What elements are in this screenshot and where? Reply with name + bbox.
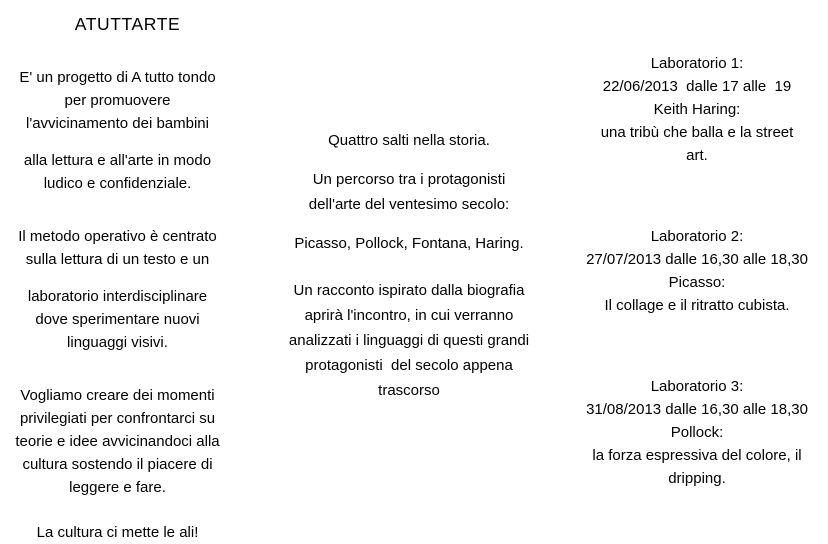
lab-1-heading — [566, 52, 828, 75]
reading-art-line-2: ludico e confidenziale. — [43, 175, 192, 192]
lab-3-schedule-text: 31/08/2013 dalle 16,30 alle 18,30 — [586, 401, 808, 418]
goals-line-3: teorie e idee avvicinandoci alla — [15, 433, 220, 450]
method-paragraph — [4, 225, 231, 271]
programme-subtitle-line-1: Un percorso tra i protagonisti — [312, 171, 506, 188]
slogan-paragraph — [4, 521, 231, 544]
spacer — [264, 256, 554, 278]
lab-2-schedule-text: 27/07/2013 dalle 16,30 alle 18,30 — [586, 251, 808, 268]
lab-1-details — [566, 98, 828, 167]
page-title: ATUTTARTE — [74, 14, 181, 34]
intro-line-2: per promuovere — [64, 92, 171, 109]
right-workshops-column — [566, 52, 828, 490]
lab-3-heading — [566, 375, 828, 398]
spacer — [566, 167, 828, 225]
spacer — [4, 499, 231, 521]
intro-line-3: l'avvicinamento dei bambini — [26, 115, 209, 132]
lab-3-details — [566, 421, 828, 490]
workshop-line-2: dove sperimentare nuovi — [35, 311, 200, 328]
lab-1-description-line-2: art. — [686, 147, 708, 164]
lab-2-description-line-1: Il collage e il ritratto cubista. — [604, 297, 790, 314]
middle-text-column — [264, 128, 554, 403]
lab-3-heading-text: Laboratorio 3: — [650, 378, 744, 395]
left-text-column — [0, 66, 235, 544]
method-line-1: Il metodo operativo è centrato — [18, 228, 217, 245]
goals-line-4: cultura sostendo il piacere di — [22, 456, 213, 473]
goals-line-2: privilegiati per confrontarci su — [19, 410, 216, 427]
lab-3-artist: Pollock: — [670, 424, 724, 441]
spacer — [566, 317, 828, 375]
lab-3-description-line-1: la forza espressiva del colore, il — [592, 447, 802, 464]
workshop-paragraph — [4, 285, 231, 354]
workshop-line-3: linguaggi visivi. — [67, 334, 168, 351]
programme-subtitle-line-2: dell'arte del ventesimo secolo: — [308, 196, 510, 213]
lab-1-artist: Keith Haring: — [653, 101, 741, 118]
spacer — [264, 153, 554, 167]
narrative-line-2: aprirà l'incontro, in cui verranno — [304, 307, 514, 324]
lab-2-schedule — [566, 248, 828, 271]
goals-paragraph — [4, 384, 231, 499]
narrative-line-3: analizzati i linguaggi di questi grandi — [288, 332, 530, 349]
lab-2-heading-text: Laboratorio 2: — [650, 228, 744, 245]
narrative-paragraph — [264, 278, 554, 403]
spacer — [4, 354, 231, 384]
method-line-2: sulla lettura di un testo e un — [25, 251, 210, 268]
spacer — [4, 195, 231, 225]
spacer — [4, 271, 231, 285]
reading-art-paragraph — [4, 149, 231, 195]
narrative-line-1: Un racconto ispirato dalla biografia — [293, 282, 525, 299]
lab-2-heading — [566, 225, 828, 248]
goals-line-1: Vogliamo creare dei momenti — [20, 387, 215, 404]
narrative-line-5: trascorso — [378, 382, 440, 399]
lab-2-artist: Picasso: — [668, 274, 726, 291]
intro-line-1: E' un progetto di A tutto tondo — [19, 69, 216, 86]
reading-art-line-1: alla lettura e all'arte in modo — [23, 152, 212, 169]
slogan-line: La cultura ci mette le ali! — [36, 524, 199, 541]
programme-title-paragraph — [264, 128, 554, 153]
spacer — [4, 135, 231, 149]
artists-list-line: Picasso, Pollock, Fontana, Haring. — [294, 235, 524, 252]
programme-title-line: Quattro salti nella storia. — [328, 132, 490, 149]
lab-1-schedule — [566, 75, 828, 98]
lab-1-schedule-text: 22/06/2013 dalle 17 alle 19 — [602, 78, 792, 95]
goals-line-5: leggere e fare. — [69, 479, 166, 496]
lab-3-schedule — [566, 398, 828, 421]
workshop-line-1: laboratorio interdisciplinare — [27, 288, 208, 305]
lab-2-details — [566, 271, 828, 317]
spacer — [264, 217, 554, 231]
programme-subtitle-paragraph — [264, 167, 554, 217]
intro-paragraph — [4, 66, 231, 135]
narrative-line-4: protagonisti del secolo appena — [305, 357, 513, 374]
artists-list-paragraph — [264, 231, 554, 256]
lab-3-description-line-2: dripping. — [668, 470, 726, 487]
lab-1-heading-text: Laboratorio 1: — [650, 55, 744, 72]
lab-1-description-line-1: una tribù che balla e la street — [600, 124, 794, 141]
